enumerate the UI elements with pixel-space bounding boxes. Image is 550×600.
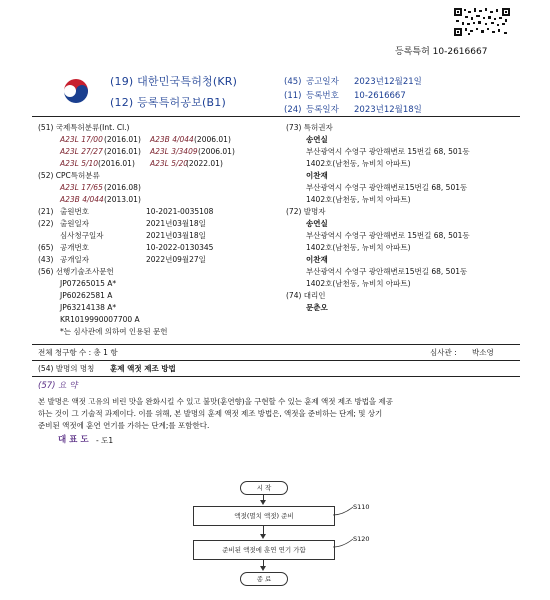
meta-code: (11) [284,91,302,101]
inventor-label: (72) 발명자 [286,207,326,216]
app-value: 2021년03월18일 [146,231,206,240]
abstract-line: 본 발명은 액젓 고유의 비린 맛을 완화시킬 수 있고 불맛(훈연향)을 구현할 수 있는 훈제 액젓 제조 방법을 제공 [38,397,393,406]
meta-label: 공고일자 [306,77,339,87]
cpc-code: A23L 17/65 [60,183,103,192]
inventor-address: 부산광역시 수영구 광안해변로15번길 68, 501동 [306,267,468,276]
ipc-code: A23L 5/10 [60,159,99,168]
app-label: 심사청구일자 [60,231,104,240]
flow-leader-line [333,505,355,517]
flow-start: 시 작 [240,481,288,495]
ipc-date: (2006.01) [194,135,231,144]
ipc-date: (2016.01) [104,135,141,144]
prior-art-item: KR1019990007700 A [60,315,140,324]
app-code: (22) [38,219,54,228]
inventor-address: 부산광역시 수영구 광안해변로 15번길 68, 501동 [306,231,470,240]
patentee-address: 부산광역시 수영구 광안해변로15번길 68, 501동 [306,183,468,192]
flow-end: 종 료 [240,572,288,586]
publication-type: (12) 등록특허공보(B1) [110,96,226,109]
abstract-line: 준비된 액젓에 훈연 연기를 가하는 단계;를 포함한다. [38,421,210,430]
claims-count: 전체 청구항 수 : 총 1 항 [38,348,118,357]
prior-art-item: JP07265015 A* [60,279,117,288]
qr-code [454,8,510,36]
inventor-address: 1402호(남천동, 뉴비치 아파트) [306,279,411,288]
abstract-line: 하는 것이 그 기술적 과제이다. 이를 위해, 본 발명의 훈제 액젓 제조 방법은, 액젓을 준비하는 단계; 및 상기 [38,409,383,418]
taegeuk-emblem-icon [60,74,92,106]
prior-art-note: *는 심사관에 의하여 인용된 문헌 [60,327,168,336]
meta-value: 10-2616667 [354,91,406,101]
flow-step-code: S110 [353,503,370,511]
flow-arrow [260,534,266,539]
ipc-date: (2016.01) [104,147,141,156]
ipc-date: (2022.01) [186,159,223,168]
rep-drawing-suffix: - 도1 [96,436,114,445]
flow-step-s120: 준비된 액젓에 훈연 연기 가함 [193,540,335,560]
claims-divider [32,344,520,345]
app-label: 출원일자 [60,219,89,228]
office-name: (19) 대한민국특허청(KR) [110,75,238,88]
header-divider [32,116,520,117]
cpc-label: (52) CPC특허분류 [38,171,100,180]
examiner-label: 심사관 : [430,348,457,357]
app-value: 2021년03월18일 [146,219,206,228]
patentee-address: 1402호(남천동, 뉴비치 아파트) [306,195,411,204]
ipc-code: A23L 5/20 [150,159,189,168]
patentee-name: 송연실 [306,135,328,144]
meta-code: (45) [284,77,302,87]
cpc-code: A23B 4/044 [60,195,104,204]
title-divider [32,360,520,361]
app-label: 공개번호 [60,243,89,252]
ipc-label: (51) 국제특허분류(Int. Cl.) [38,123,130,132]
ipc-date: (2016.01) [98,159,135,168]
inventor-name: 송연실 [306,219,328,228]
flow-step-s110: 액젓(멸치 액젓) 준비 [193,506,335,526]
abstract-divider [32,376,520,377]
meta-label: 등록일자 [306,105,339,115]
abstract-heading: (57) 요 약 [38,381,78,391]
meta-value: 2023년12월18일 [354,105,422,115]
app-value: 10-2021-0035108 [146,207,214,216]
invention-title: 훈제 액젓 제조 방법 [110,364,176,373]
cpc-date: (2013.01) [104,195,141,204]
ipc-date: (2006.01) [198,147,235,156]
app-value: 10-2022-0130345 [146,243,214,252]
prior-art-item: JP63214138 A* [60,303,117,312]
prior-art-label: (56) 선행기술조사문헌 [38,267,114,276]
invention-title-prefix: (54) 발명의 명칭 [38,364,95,373]
ipc-code: A23L 17/00 [60,135,103,144]
app-code: (43) [38,255,54,264]
doc-number-header: 등록특허 10-2616667 [395,47,488,57]
cpc-date: (2016.08) [104,183,141,192]
meta-label: 등록번호 [306,91,339,101]
patentee-name: 이찬재 [306,171,328,180]
flow-leader-line [333,537,355,549]
flow-arrow [260,500,266,505]
inventor-address: 1402호(남천동, 뉴비치 아파트) [306,243,411,252]
ipc-code: A23L 27/27 [60,147,103,156]
app-code: (65) [38,243,54,252]
app-code: (21) [38,207,54,216]
ipc-code: A23L 3/3409 [150,147,198,156]
app-value: 2022년09월27일 [146,255,206,264]
examiner-name: 박소영 [472,348,494,357]
agent-label: (74) 대리인 [286,291,326,300]
patentee-address: 부산광역시 수영구 광안해변로 15번길 68, 501동 [306,147,470,156]
inventor-name: 이찬재 [306,255,328,264]
app-label: 공개일자 [60,255,89,264]
prior-art-item: JP60262581 A [60,291,113,300]
meta-value: 2023년12월21일 [354,77,422,87]
meta-code: (24) [284,105,302,115]
flow-arrow [260,566,266,571]
patentee-address: 1402호(남천동, 뉴비치 아파트) [306,159,411,168]
rep-drawing-label: 대 표 도 [58,435,89,445]
patentee-label: (73) 특허권자 [286,123,333,132]
ipc-code: A23B 4/044 [150,135,194,144]
app-label: 출원번호 [60,207,89,216]
flow-step-code: S120 [353,535,370,543]
agent-name: 문춘오 [306,303,328,312]
